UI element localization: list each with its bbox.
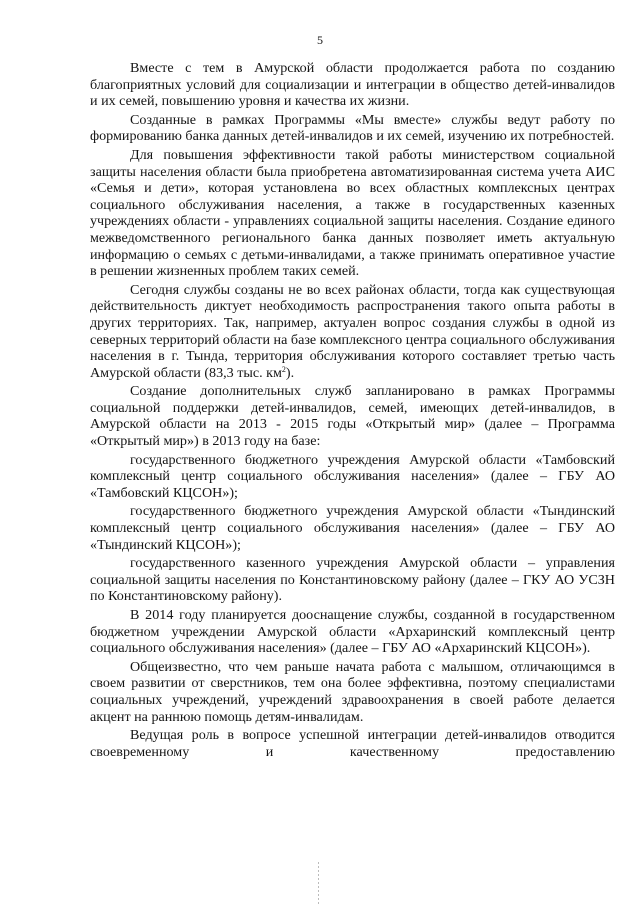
paragraph-3: Для повышения эффективности такой работы министерством социальной защиты населения области была приобретена автоматизированная система учета АИС «Семья и дети», которая установлена во всех областных комплексных центрах социального обслуживания населения, а также в государственных казенных учреждениях области - управлениях социальной защиты населения. Создание единого межведомственного регионального банка данных позволяет иметь актуальную информацию о семьях с детьми-инвалидами, а также принимать оперативное участие в решении жизненных проблем таких семей. bbox=[90, 146, 615, 280]
paragraph-10: Общеизвестно, что чем раньше начата работа с малышом, отличающимся в своем развитии от сверстников, тем она более эффективна, поэтому специалистами социальных учреждений, учреждений здравоохранения в своей работе делается акцент на раннюю помощь детям-инвалидам. bbox=[90, 658, 615, 725]
paragraph-4 bbox=[90, 282, 615, 382]
scan-fold-mark bbox=[318, 862, 319, 905]
document-body bbox=[90, 60, 615, 762]
area-superscript: 2 bbox=[281, 364, 286, 374]
paragraph-8: государственного казенного учреждения Амурской области – управления социальной защиты населения по Константиновскому району (далее – ГКУ АО УСЗН по Константиновскому району). bbox=[90, 555, 615, 605]
area-tail: ). bbox=[285, 364, 295, 381]
paragraph-2: Созданные в рамках Программы «Мы вместе» службы ведут работу по формированию банка данных детей-инвалидов и их семей, изучению их потребностей. bbox=[90, 111, 615, 145]
page-number: 5 bbox=[317, 33, 323, 47]
paragraph-9: В 2014 году планируется дооснащение службы, созданной в государственном бюджетном учреждении Амурской области «Архаринский комплексный центр социального обслуживания населения» (далее – ГБУ АО «Архаринский КЦСОН»). bbox=[90, 607, 615, 657]
paragraph-7: государственного бюджетного учреждения Амурской области «Тындинский комплексный центр социального обслуживания населения» (далее – ГБУ АО «Тындинский КЦСОН»); bbox=[90, 503, 615, 553]
paragraph-5: Создание дополнительных служб запланировано в рамках Программы социальной поддержки детей-инвалидов, семей, имеющих детей-инвалидов, в Амурской области на 2013 - 2015 годы «Открытый мир» (далее – Программа «Открытый мир») в 2013 году на базе: bbox=[90, 383, 615, 450]
paragraph-6: государственного бюджетного учреждения Амурской области «Тамбовский комплексный центр социального обслуживания населения» (далее – ГБУ АО «Тамбовский КЦСОН»); bbox=[90, 451, 615, 501]
paragraph-11: Ведущая роль в вопросе успешной интеграции детей-инвалидов отводится своевременному и качественному предоставлению bbox=[90, 727, 615, 760]
paragraph-1: Вместе с тем в Амурской области продолжается работа по созданию благоприятных условий для социализации и интеграции в общество детей-инвалидов и их семей, повышению уровня и качества их жизни. bbox=[90, 60, 615, 110]
paragraph-4-text: Сегодня службы созданы не во всех районах области, тогда как существующая действительность диктует необходимость распространения такого опыта работы в других территориях. Так, например, актуален вопрос создания службы в одной из северных территорий области на базе комплексного центра социального обслуживания населения в г. Тында, территория обслуживания которого составляет третью часть Амурской области (83,3 тыс. км bbox=[90, 281, 615, 381]
